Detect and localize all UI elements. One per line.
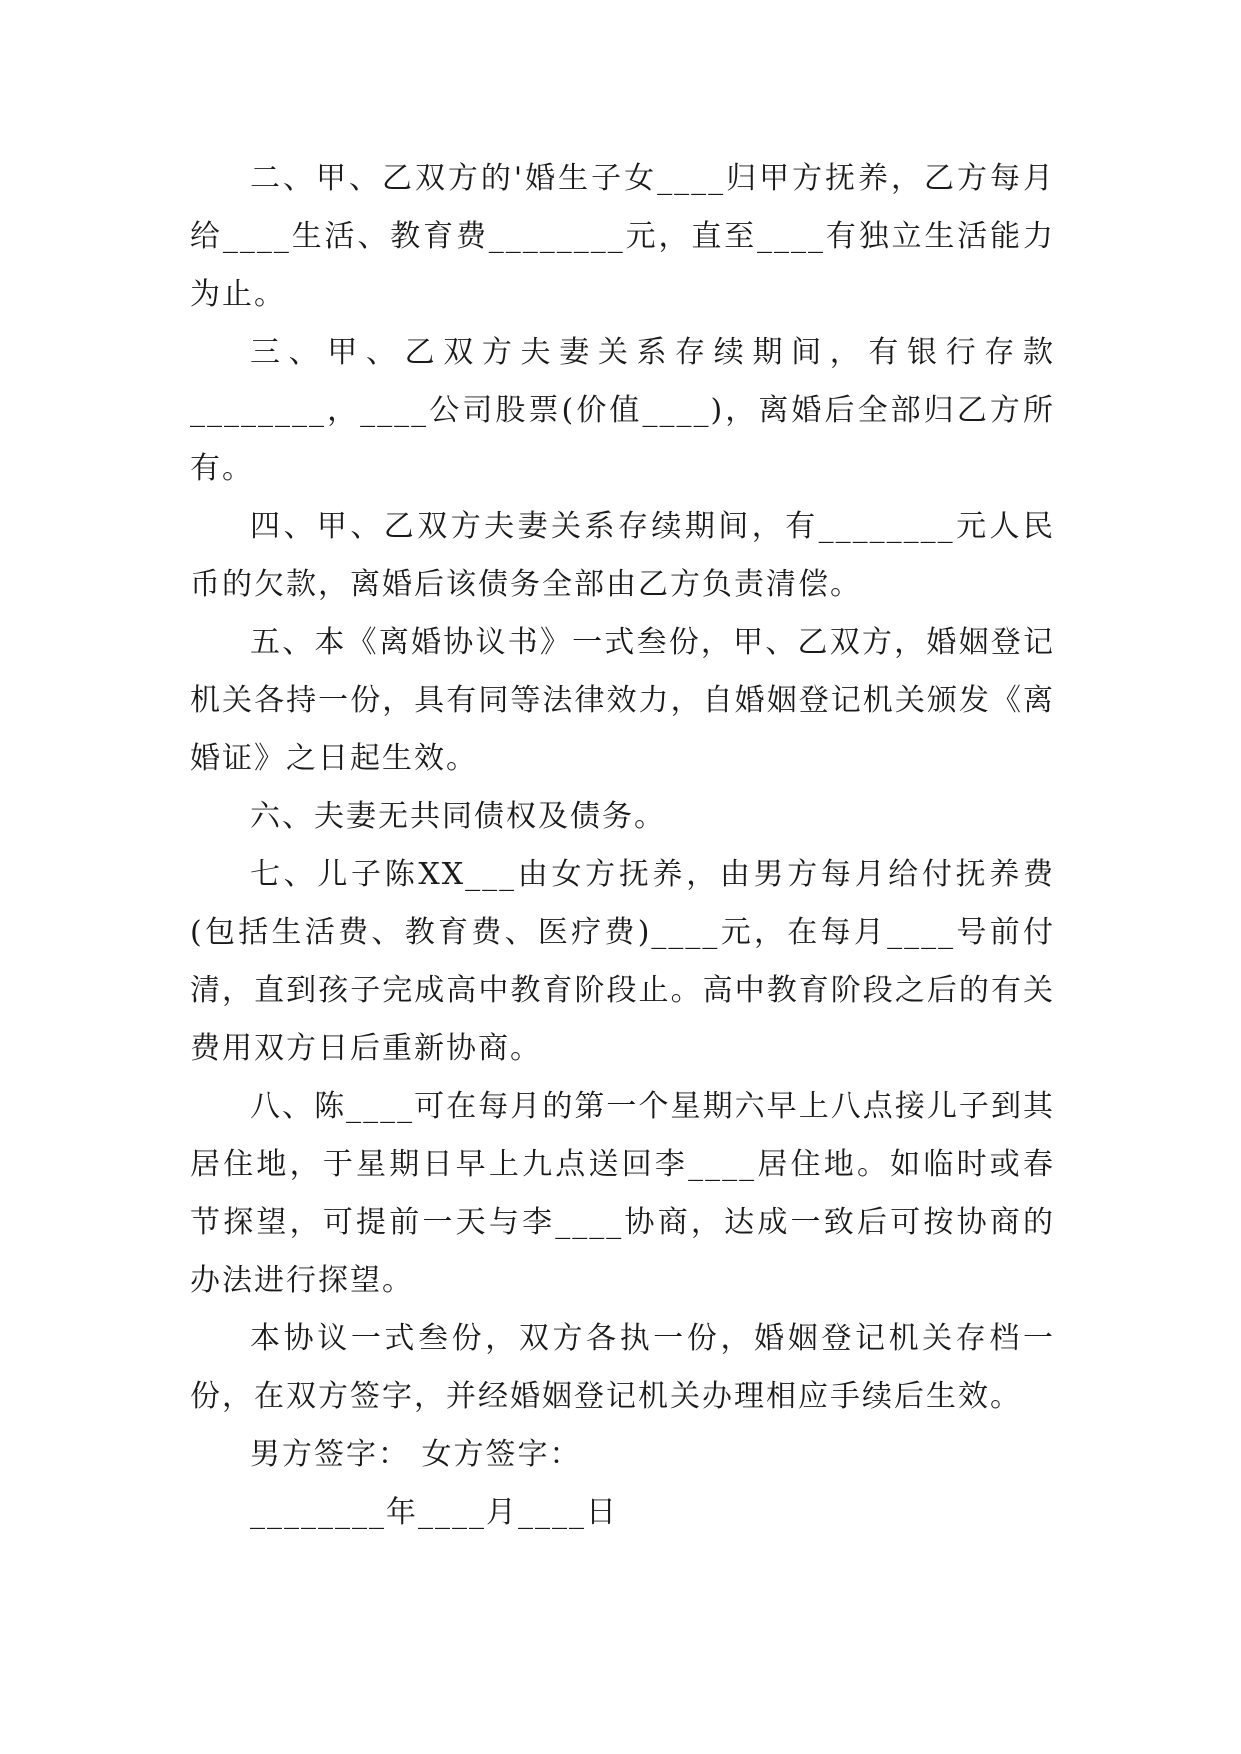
clause-6-no-joint-debts: 六、夫妻无共同债权及债务。 <box>250 799 666 834</box>
clause-8-visitation: 八、陈____可在每月的第一个星期六早上八点接儿子到其居住地，于星期日早上九点送回李____居住地。如临时或春节探望，可提前一天与李____协商，达成一致后可按协商的办法进行探望。 <box>190 1089 1055 1298</box>
document-body <box>190 150 1055 1542</box>
clause-2-child-custody: 二、甲、乙双方的'婚生子女____归甲方抚养，乙方每月给____生活、教育费________元，直至____有独立生活能力为止。 <box>190 161 1055 312</box>
clause-4-debts: 四、甲、乙双方夫妻关系存续期间，有________元人民币的欠款，离婚后该债务全部由乙方负责清偿。 <box>190 509 1055 602</box>
clause-7-son-support: 七、儿子陈XX___由女方抚养，由男方每月给付抚养费(包括生活费、教育费、医疗费)____元，在每月____号前付清，直到孩子完成高中教育阶段止。高中教育阶段之后的有关费用双方日后重新协商。 <box>190 857 1055 1066</box>
clause-3-assets: 三、甲、乙双方夫妻关系存续期间，有银行存款________，____公司股票(价值____)，离婚后全部归乙方所有。 <box>190 335 1055 486</box>
clause-5-copies: 五、本《离婚协议书》一式叁份，甲、乙双方，婚姻登记机关各持一份，具有同等法律效力，自婚姻登记机关颁发《离婚证》之日起生效。 <box>190 625 1055 776</box>
agreement-effect-clause: 本协议一式叁份，双方各执一份，婚姻登记机关存档一份，在双方签字，并经婚姻登记机关办理相应手续后生效。 <box>190 1321 1055 1414</box>
signature-line: 男方签字： 女方签字： <box>250 1437 582 1472</box>
date-line: ________年____月____日 <box>250 1495 618 1530</box>
